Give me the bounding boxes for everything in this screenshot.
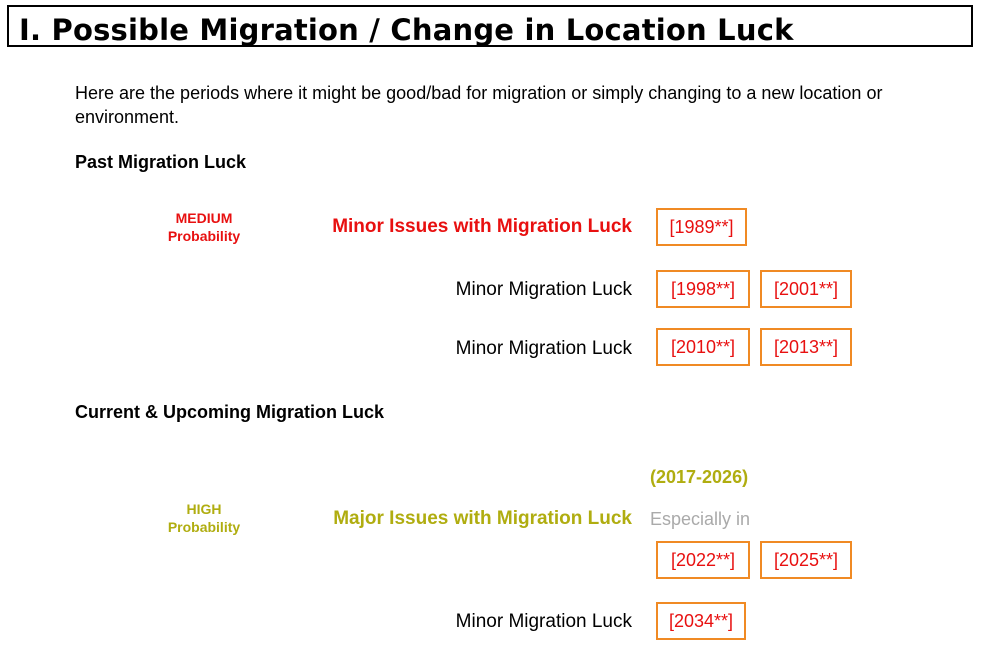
year-box: [1998**]: [656, 270, 750, 308]
year-box: [1989**]: [656, 208, 747, 246]
current-heading: Current & Upcoming Migration Luck: [75, 402, 385, 422]
past-row-2-label: Minor Migration Luck: [455, 279, 632, 300]
probability-word: Probability: [167, 519, 241, 535]
especially-in-text: Especially in: [650, 509, 751, 529]
year-box: [2034**]: [656, 602, 746, 640]
probability-level: MEDIUM: [175, 210, 233, 226]
probability-word: Probability: [167, 228, 241, 244]
past-probability: [154, 209, 254, 245]
current-range: (2017-2026): [650, 467, 749, 487]
year-box: [2025**]: [760, 541, 852, 579]
current-row-2-label: Minor Migration Luck: [455, 611, 632, 632]
year-box: [2010**]: [656, 328, 750, 366]
section-title-box: [7, 5, 973, 47]
past-row-1-label: Minor Issues with Migration Luck: [332, 216, 632, 237]
intro-paragraph: Here are the periods where it might be good/bad for migration or simply changing to a new location or environment.: [75, 83, 883, 127]
past-row-3-label: Minor Migration Luck: [455, 338, 632, 359]
year-box: [2022**]: [656, 541, 750, 579]
probability-level: HIGH: [186, 501, 222, 517]
current-row-1-label: Major Issues with Migration Luck: [333, 508, 632, 529]
current-probability: [154, 500, 254, 536]
section-title: I. Possible Migration / Change in Location Luck: [19, 13, 794, 47]
year-box: [2013**]: [760, 328, 852, 366]
year-box: [2001**]: [760, 270, 852, 308]
past-heading: Past Migration Luck: [75, 152, 247, 172]
